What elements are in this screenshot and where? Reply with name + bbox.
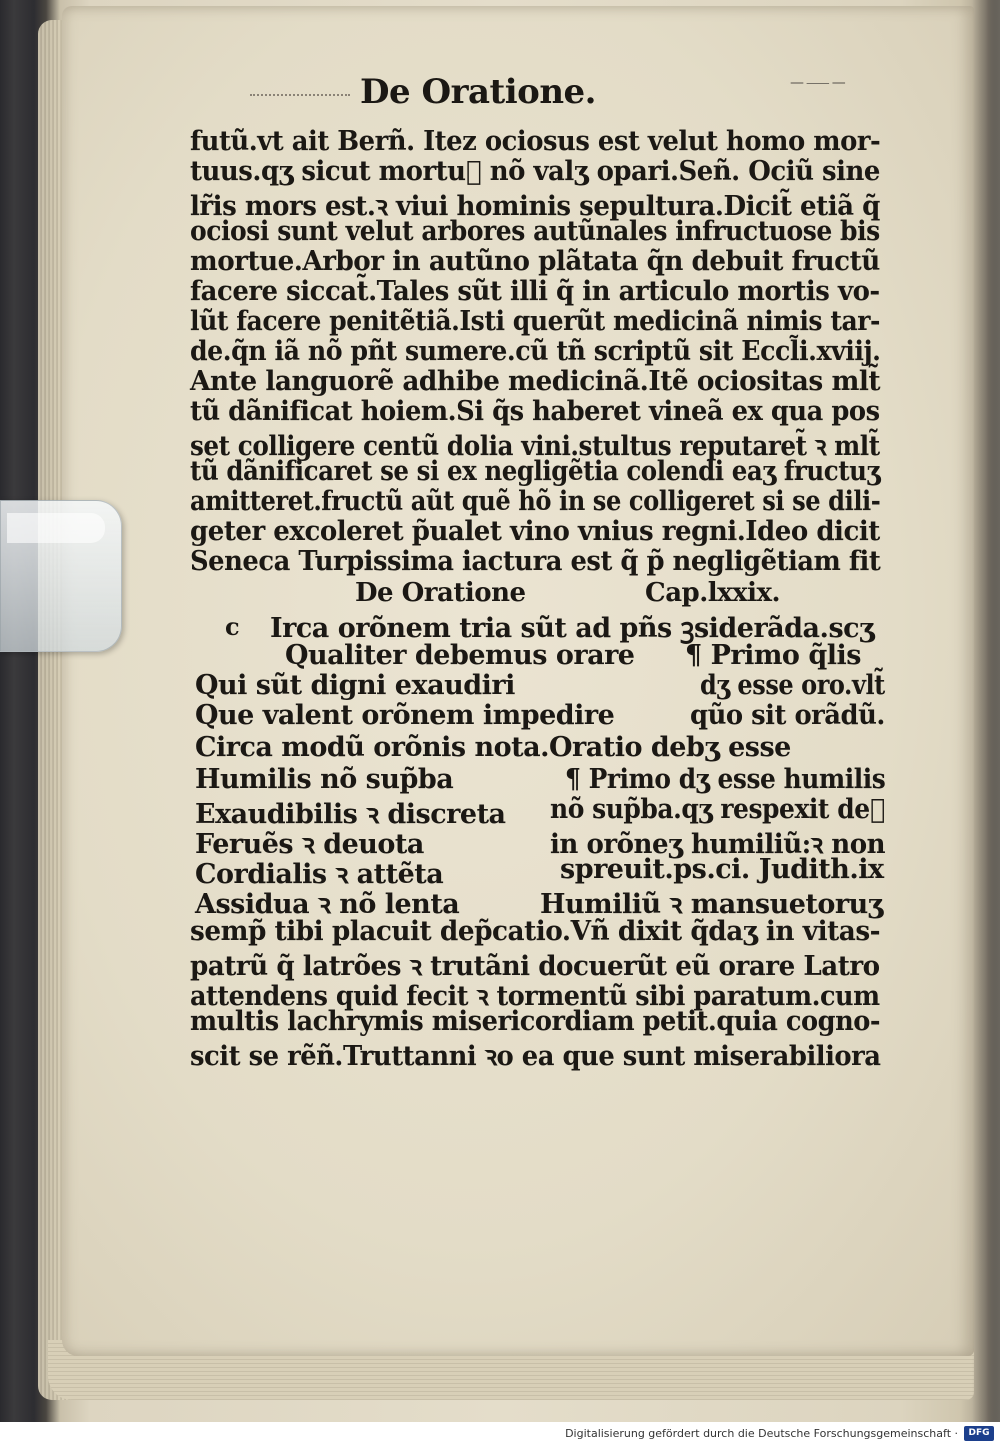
folio-mark: —⸺— <box>790 75 848 91</box>
running-head-ornament <box>250 94 350 96</box>
outline-note: dʒ esse oro.vlt̃ <box>700 670 885 701</box>
body-line: Ante languorẽ adhibe medicinã.Itẽ ociositas mlt̃ <box>190 366 881 397</box>
outline-item: Qualiter debemus orare <box>285 640 635 671</box>
body-line: amitteret.fructũ aũt quẽ hõ in se colligeret si se dili- <box>190 486 881 517</box>
body-line: set colligere centũ dolia vini.stultus reputaret̃ ꝛ mlt̃ <box>190 431 880 462</box>
body-line: tũ dãnificaret se si ex negligẽtia colendi eaʒ fructuʒ <box>190 456 880 487</box>
chapter-number: Cap.lxxix. <box>645 578 781 608</box>
running-head: De Oratione. <box>360 72 597 112</box>
body-line: Seneca Turpissima iactura est q̃ p̃ negligẽtiam fit <box>190 546 881 577</box>
outline-item: Humilis nõ sup̃ba <box>195 764 454 795</box>
body-line: facere siccat̃.Tales sũt illi q̃ in articulo mortis vo- <box>190 276 880 307</box>
initial-guide-letter: c <box>225 612 240 641</box>
outline-note: ¶ Primo dʒ esse humilis <box>565 764 886 795</box>
body-line: mortue.Arbor in autũno plãtata q̃n debuit fructũ <box>190 246 880 277</box>
outline-item: Feruẽs ꝛ deuota <box>195 829 424 860</box>
dfg-logo: DFG <box>964 1426 994 1441</box>
bookmark-strip <box>0 500 122 652</box>
outline-note: in orõneʒ humiliũ:ꝛ non <box>550 829 886 860</box>
circa-line: Circa modũ orõnis nota.Oratio debʒ esse <box>195 732 791 763</box>
outline-item: Que valent orõnem impedire <box>195 700 615 731</box>
body-line: tũ dãnificat hoiem.Si q̃s haberet vineã ex qua pos <box>190 396 880 427</box>
body-line: futũ.vt ait Berñ. Itez ociosus est velut homo mor- <box>190 126 881 157</box>
body-line: lũt facere penitẽtiã.Isti querũt medicinã nimis tar- <box>190 306 880 337</box>
gutter-shadow <box>972 0 1000 1422</box>
funding-credit: Digitalisierung gefördert durch die Deutsche Forschungsgemeinschaft · <box>565 1427 958 1440</box>
body-line: geter excoleret p̃ualet vino vnius regni.Ideo dicit <box>190 516 880 547</box>
body-line: semp̃ tibi placuit dep̃catio.Vñ dixit q̃daʒ in vitas- <box>190 916 881 947</box>
body-line: lr̃is mors est.ꝛ viui hominis sepultura.Dicit̃ etiã q̃ <box>190 191 880 222</box>
outline-item: Cordialis ꝛ attẽta <box>195 859 444 890</box>
body-line: attendens quid fecit ꝛ tormentũ sibi paratum.cum <box>190 981 880 1012</box>
outline-note: spreuit.ps.ci. Judith.ix <box>560 854 884 885</box>
footer-bar <box>0 1422 1000 1446</box>
chapter-title: De Oratione <box>355 578 526 608</box>
outline-item: Assidua ꝛ nõ lenta <box>195 889 460 920</box>
body-line: tuus.qʒ sicut mortu᷒ nõ valʒ opari.Señ. Ociũ sine <box>190 156 880 187</box>
chapter-intro: Irca orõnem tria sũt ad pñs ꝫsiderãda.scʒ <box>270 613 874 644</box>
outline-item: Exaudibilis ꝛ discreta <box>195 799 506 830</box>
outline-note: nõ sup̃ba.qʒ respexit de᷒ <box>550 794 885 825</box>
outline-item: Qui sũt digni exaudiri <box>195 670 515 701</box>
body-line: multis lachrymis misericordiam petit.quia cogno- <box>190 1006 881 1037</box>
body-line: de.q̃n iã nõ pñt sumere.cũ tñ scriptũ sit Eccl̃i.xviij. <box>190 336 881 367</box>
outline-note: Humiliũ ꝛ mansuetoruʒ <box>540 889 883 920</box>
body-line: ociosi sunt velut arbores autũnales infructuose bis <box>190 216 880 247</box>
body-line: patrũ q̃ latrões ꝛ trutãni docuerũt eũ orare Latro <box>190 951 880 982</box>
body-line: scit se rẽñ.Truttanni ꝛo ea que sunt miserabiliora <box>190 1041 881 1072</box>
outline-note: qũo sit orãdũ. <box>690 700 885 731</box>
outline-note: ¶ Primo q̃lis <box>685 640 861 671</box>
